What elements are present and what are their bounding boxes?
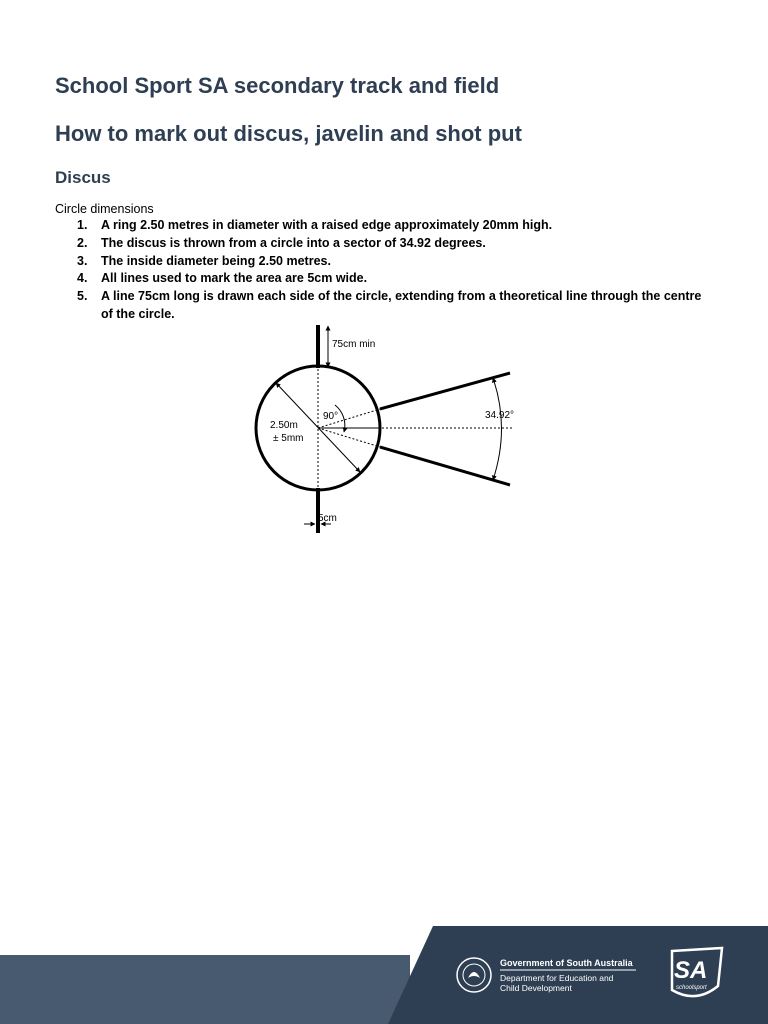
list-item bbox=[55, 270, 715, 288]
page-subtitle: How to mark out discus, javelin and shot put bbox=[55, 121, 522, 146]
list-item bbox=[55, 253, 715, 271]
org-name: Government of South Australia bbox=[500, 958, 633, 968]
label-line-width: 5cm bbox=[318, 513, 337, 524]
list-number: 5. bbox=[77, 289, 88, 304]
list-text: A line 75cm long is drawn each side of the circle, extending from a theoretical line through the centre of the circle. bbox=[101, 289, 702, 321]
list-item bbox=[55, 217, 715, 235]
logo-text: SA bbox=[674, 957, 708, 984]
label-tolerance: ± 5mm bbox=[273, 433, 304, 444]
org-department: Department for Education and bbox=[500, 973, 614, 983]
sector-line-upper bbox=[380, 373, 510, 409]
label-sector-angle: 34.92° bbox=[485, 410, 515, 421]
list-text: A ring 2.50 metres in diameter with a raised edge approximately 20mm high. bbox=[101, 218, 553, 232]
list-item bbox=[55, 288, 715, 324]
list-item bbox=[55, 235, 715, 253]
label-75cm-min: 75cm min bbox=[332, 339, 376, 350]
footer-banner bbox=[0, 926, 768, 1024]
list-number: 3. bbox=[77, 253, 88, 268]
label-90-degrees: 90° bbox=[323, 411, 339, 422]
list-number: 1. bbox=[77, 218, 88, 232]
list-intro: Circle dimensions bbox=[55, 202, 154, 216]
page-title: School Sport SA secondary track and field bbox=[55, 73, 500, 98]
label-diameter: 2.50m bbox=[270, 420, 298, 431]
logo-subtext: schoolsport bbox=[676, 985, 707, 991]
sector-line-lower bbox=[380, 447, 510, 485]
rules-list bbox=[55, 217, 715, 324]
discus-circle-diagram bbox=[240, 320, 530, 540]
footer-band-lower bbox=[0, 955, 410, 1024]
list-number: 4. bbox=[77, 271, 88, 286]
list-text: All lines used to mark the area are 5cm wide. bbox=[101, 271, 368, 286]
org-department-line2: Child Development bbox=[500, 983, 572, 993]
sector-angle-arc bbox=[493, 378, 502, 480]
section-heading-discus: Discus bbox=[55, 168, 111, 187]
list-text: The discus is thrown from a circle into a sector of 34.92 degrees. bbox=[101, 235, 486, 250]
list-text: The inside diameter being 2.50 metres. bbox=[101, 253, 331, 268]
list-number: 2. bbox=[77, 235, 88, 250]
